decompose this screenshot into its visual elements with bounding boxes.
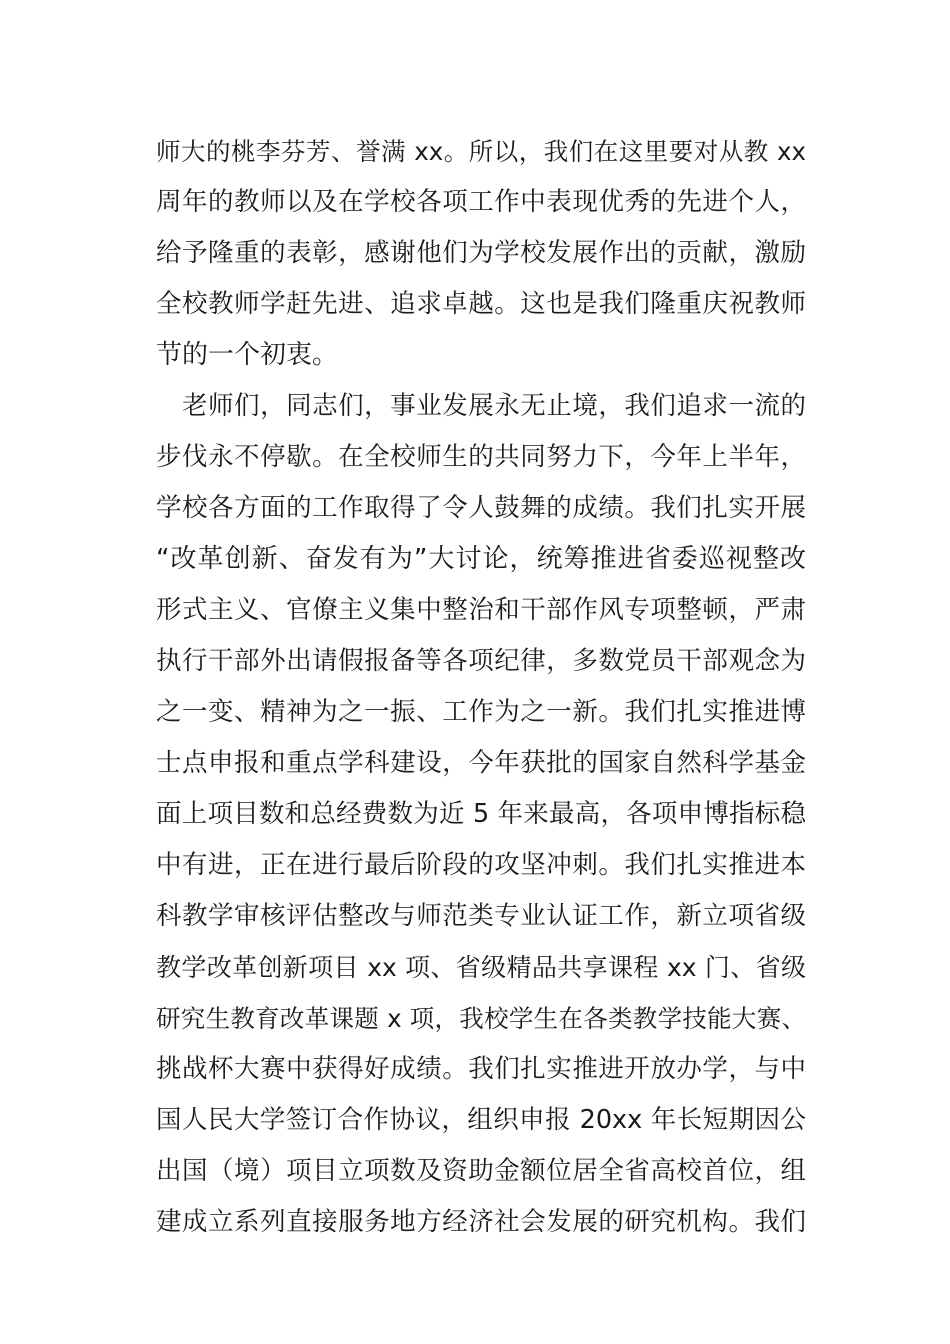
text-line: 老师们，同志们，事业发展永无止境，我们追求一流的: [182, 391, 806, 421]
text-line: 出国（境）项目立项数及资助金额位居全省高校首位，组: [156, 1156, 806, 1186]
text-line: 面上项目数和总经费数为近 5 年来最高，各项申博指标稳: [156, 799, 806, 829]
text-line: 士点申报和重点学科建设，今年获批的国家自然科学基金: [156, 748, 806, 778]
text-line: 中有进，正在进行最后阶段的攻坚冲刺。我们扎实推进本: [156, 850, 806, 880]
text-line: 研究生教育改革课题 x 项，我校学生在各类教学技能大赛、: [156, 1004, 806, 1033]
text-line: 周年的教师以及在学校各项工作中表现优秀的先进个人，: [156, 187, 806, 217]
text-line: 形式主义、官僚主义集中整治和干部作风专项整顿，严肃: [156, 595, 806, 625]
text-line: “改革创新、奋发有为”大讨论，统筹推进省委巡视整改: [156, 544, 806, 574]
text-line: 给予隆重的表彰，感谢他们为学校发展作出的贡献，激励: [156, 238, 806, 268]
text-line: 步伐永不停歇。在全校师生的共同努力下，今年上半年，: [156, 442, 806, 472]
text-line: 之一变、精神为之一振、工作为之一新。我们扎实推进博: [156, 697, 806, 727]
text-line: 教学改革创新项目 xx 项、省级精品共享课程 xx 门、省级: [156, 953, 806, 982]
text-line: 科教学审核评估整改与师范类专业认证工作，新立项省级: [156, 901, 806, 931]
text-line: 节的一个初衷。: [156, 340, 339, 370]
paragraph: [156, 381, 806, 1248]
paragraph: [156, 126, 806, 381]
text-line: 挑战杯大赛中获得好成绩。我们扎实推进开放办学，与中: [156, 1054, 806, 1084]
text-line: 建成立系列直接服务地方经济社会发展的研究机构。我们: [156, 1207, 806, 1237]
text-line: 全校教师学赶先进、追求卓越。这也是我们隆重庆祝教师: [156, 289, 806, 319]
document-body: [156, 126, 806, 1248]
text-line: 学校各方面的工作取得了令人鼓舞的成绩。我们扎实开展: [156, 493, 806, 523]
text-line: 师大的桃李芬芳、誉满 xx。所以，我们在这里要对从教 xx: [156, 137, 806, 166]
text-line: 国人民大学签订合作协议，组织申报 20xx 年长短期因公: [156, 1105, 806, 1135]
text-line: 执行干部外出请假报备等各项纪律，多数党员干部观念为: [156, 646, 806, 676]
